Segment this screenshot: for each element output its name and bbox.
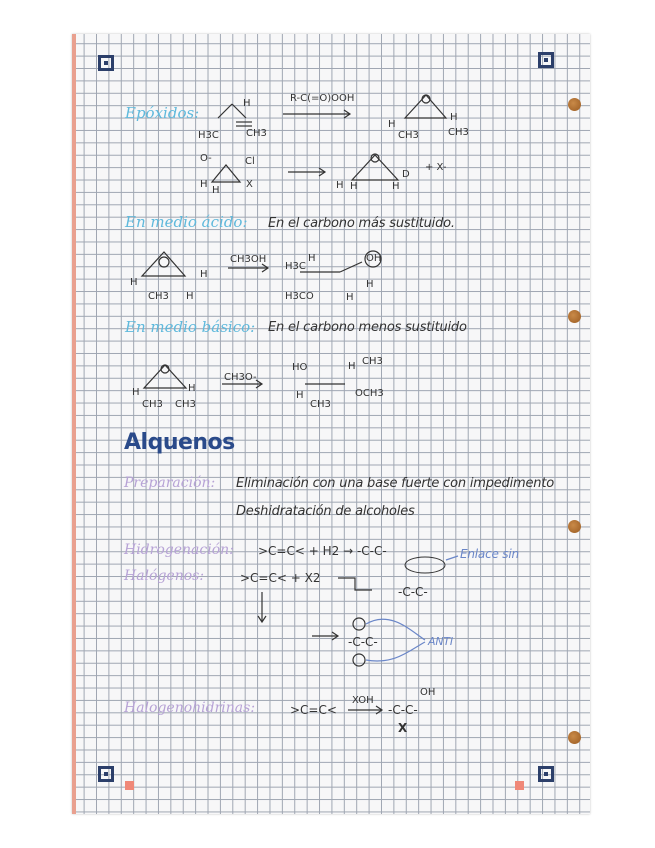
alkene-ch3-left: H3C — [198, 130, 219, 141]
base-product-ho: HO — [292, 362, 308, 373]
preparacion-line-1: Eliminación con una base fuerte con impedimento — [236, 476, 554, 491]
halohidrinas-product: -C-C- — [388, 703, 418, 717]
label-hidrogenacion: Hidrogenación: — [124, 542, 234, 558]
epoxide1-h-left: H — [388, 119, 396, 130]
base-epoxide-ch3-right: CH3 — [175, 399, 196, 410]
halogenos-equation: >C=C< + X2 — [240, 571, 321, 585]
base-product-h-top: H — [348, 361, 356, 372]
alkene-ch3-right: CH3 — [246, 128, 267, 139]
halohidrinas-oh: OH — [420, 687, 436, 698]
epoxide1-ch3-right: CH3 — [448, 127, 469, 138]
hidrogenacion-note: Enlace sin — [460, 547, 519, 561]
acido-note: En el carbono más sustituido. — [268, 216, 455, 231]
base-reagent: CH3O- — [224, 372, 257, 383]
section-title-epoxidos: Epóxidos: — [125, 104, 200, 122]
halohidrinas-equation: >C=C< — [290, 703, 337, 717]
pink-square-right — [515, 781, 524, 790]
byproduct-x: + X- — [425, 162, 447, 173]
halohydrin-h1: H — [200, 179, 208, 190]
epoxide2-h2: H — [350, 181, 358, 192]
halohydrin-h2: H — [212, 185, 220, 196]
margin-line — [72, 34, 76, 814]
acid-product-h3c: H3C — [285, 261, 306, 272]
base-epoxide-h2: H — [188, 383, 196, 394]
base-epoxide-h1: H — [132, 387, 140, 398]
halogenos-product: -C-C- — [398, 585, 428, 599]
base-product-och3: OCH3 — [355, 388, 384, 399]
acid-reagent: CH3OH — [230, 254, 267, 265]
corner-mark-bottom-right — [538, 766, 554, 782]
acid-product-oh: OH — [366, 253, 382, 264]
halogenos-anti-note: ANTI — [428, 635, 453, 648]
acid-product-h-bottom: H — [346, 292, 354, 303]
section-title-acido: En medio ácido: — [125, 213, 248, 231]
acid-product-h3co: H3CO — [285, 291, 314, 302]
hidrogenacion-equation: >C=C< + H2 → -C-C- — [258, 544, 387, 558]
epoxide1-h-right: H — [450, 112, 458, 123]
epoxide2-h3: H — [392, 181, 400, 192]
label-preparacion: Preparación: — [124, 475, 216, 491]
basico-note: En el carbono menos sustituido — [268, 320, 467, 335]
halohydrin-cl: Cl — [245, 156, 255, 167]
alkene-h-top: H — [243, 98, 251, 109]
halohidrinas-x: X — [398, 721, 408, 735]
halogenos-anti-product: -C-C- — [348, 635, 378, 649]
preparacion-line-2: Deshidratación de alcoholes — [236, 504, 415, 519]
halohydrin-oxide: O- — [200, 153, 212, 164]
section-title-basico: En medio básico: — [125, 318, 256, 336]
acid-epoxide-h: H — [130, 277, 138, 288]
acid-product-h-right: H — [366, 279, 374, 290]
corner-mark-top-right — [538, 52, 554, 68]
label-halohidrinas: Halogenohidrinas: — [124, 700, 256, 716]
acid-epoxide-h2: H — [186, 291, 194, 302]
acid-epoxide-ch3: CH3 — [148, 291, 169, 302]
corner-mark-top-left — [98, 55, 114, 71]
base-epoxide-ch3-left: CH3 — [142, 399, 163, 410]
halohydrin-x: X — [246, 179, 253, 190]
epoxidation-reagent: R-C(=O)OOH — [290, 93, 355, 104]
epoxide2-d: D — [402, 169, 410, 180]
epoxide1-ch3-left: CH3 — [398, 130, 419, 141]
binder-hole-3 — [568, 520, 581, 533]
halohidrinas-reagent: XOH — [352, 695, 374, 706]
corner-mark-bottom-left — [98, 766, 114, 782]
base-product-ch3-top: CH3 — [362, 356, 383, 367]
epoxide2-h1: H — [336, 180, 344, 191]
acid-epoxide-h3: H — [200, 269, 208, 280]
base-product-ch3-bottom: CH3 — [310, 399, 331, 410]
base-product-h: H — [296, 390, 304, 401]
label-halogenos: Halógenos: — [124, 568, 205, 584]
binder-hole-1 — [568, 98, 581, 111]
notebook-page — [72, 34, 590, 814]
heading-alquenos: Alquenos — [124, 430, 235, 455]
acid-product-h-top: H — [308, 253, 316, 264]
binder-hole-2 — [568, 310, 581, 323]
pink-square-left — [125, 781, 134, 790]
binder-hole-4 — [568, 731, 581, 744]
